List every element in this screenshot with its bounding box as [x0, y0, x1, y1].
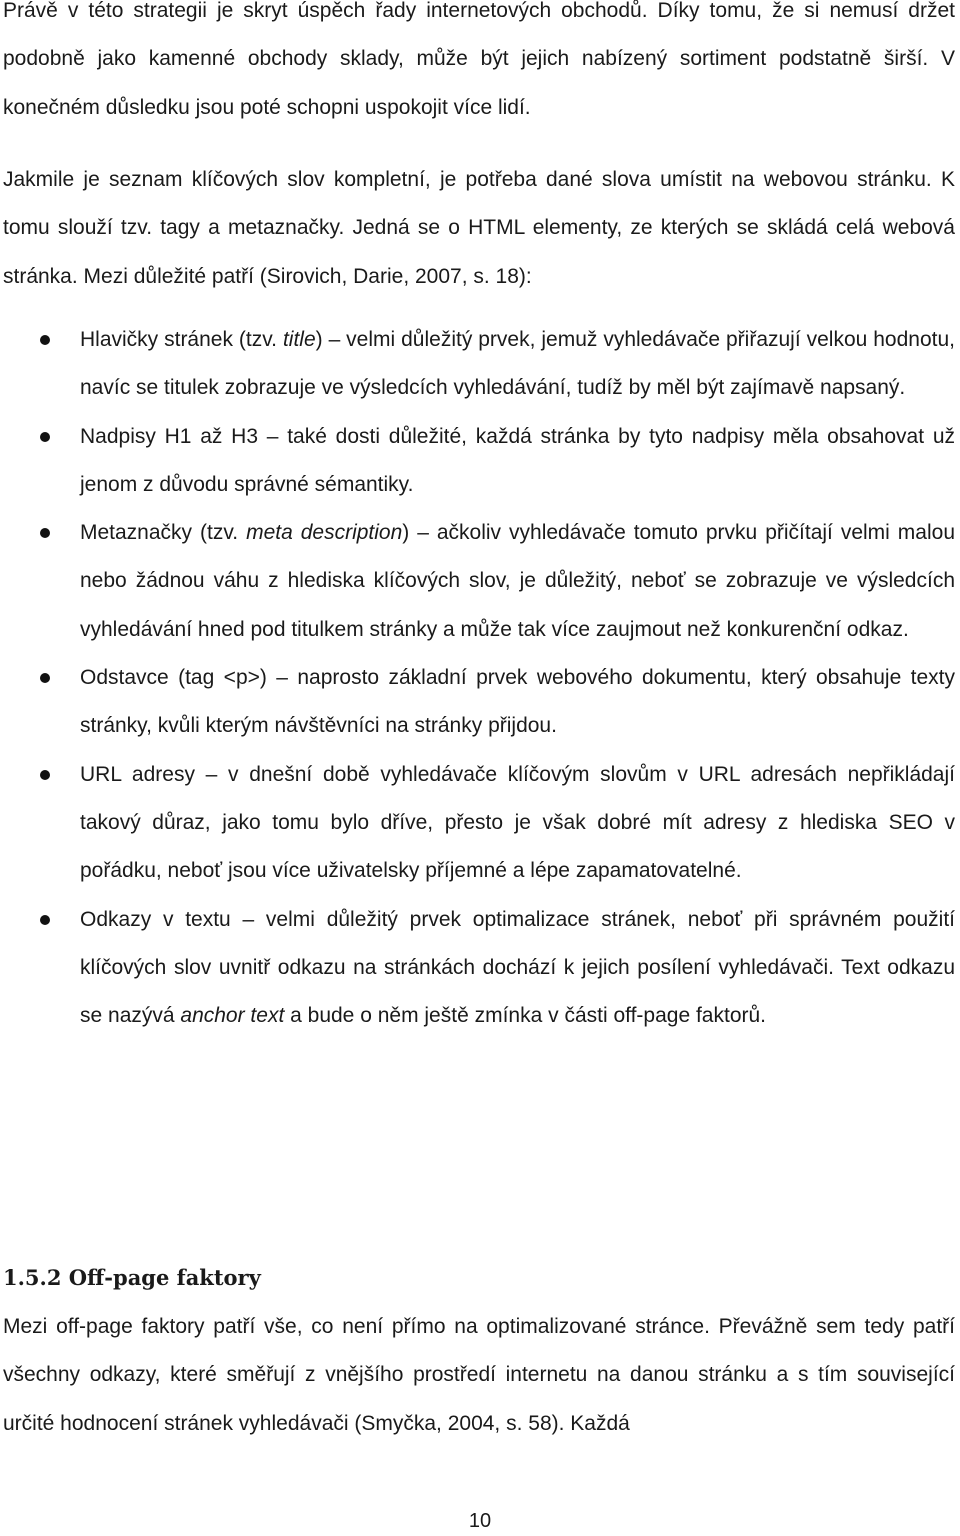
keywords-paragraph: Jakmile je seznam klíčových slov kompletní, je potřeba dané slova umístit na webovou stránku. K tomu slouží tzv. tagy a metaznačky. Jedná se o HTML elementy, ze kterých se skládá celá webová stránka. Mezi důležité patří (Sirovich, Darie, 2007, s. 18):	[3, 168, 955, 288]
bullet-list	[0, 316, 955, 1040]
bullet-icon	[40, 673, 50, 683]
list-item: URL adresy – v dnešní době vyhledávače klíčovým slovům v URL adresách nepřikládají takový důraz, jako tomu bylo dříve, přesto je však dobré mít adresy z hlediska SEO v pořádku, neboť jsou více uživatelsky příjemné a lépe zapamatovatelné.	[0, 751, 955, 896]
list-item: Metaznačky (tzv. meta description) – ačkoliv vyhledávače tomuto prvku přičítají velmi malou nebo žádnou váhu z hlediska klíčových slov, je důležitý, neboť se zobrazuje ve výsledcích vyhledávání hned pod titulkem stránky a může tak více zaujmout než konkurenční odkaz.	[0, 509, 955, 654]
section-heading: 1.5.2 Off-page faktory	[3, 1265, 261, 1290]
bullet-icon	[40, 915, 50, 925]
bullet-icon	[40, 432, 50, 442]
list-item: Hlavičky stránek (tzv. title) – velmi důležitý prvek, jemuž vyhledávače přiřazují velkou hodnotu, navíc se titulek zobrazuje ve výsledcích vyhledávání, tudíž by měl být zajímavě napsaný.	[0, 316, 955, 413]
bullet-icon	[40, 770, 50, 780]
offpage-paragraph: Mezi off-page faktory patří vše, co není přímo na optimalizované stránce. Převážně sem tedy patří všechny odkazy, které směřují z vnějšího prostředí internetu na danou stránku a s tím související určité hodnocení stránek vyhledávači (Smyčka, 2004, s. 58). Každá	[3, 1315, 955, 1435]
list-item: Odstavce (tag <p>) – naprosto základní prvek webového dokumentu, který obsahuje texty stránky, kvůli kterým návštěvníci na stránky přijdou.	[0, 654, 955, 751]
page-number: 10	[468, 1510, 492, 1532]
intro-paragraph: Právě v této strategii je skryt úspěch řady internetových obchodů. Díky tomu, že si nemusí držet podobně jako kamenné obchody sklady, může být jejich nabízený sortiment podstatně širší. V konečném důsledku jsou poté schopni uspokojit více lidí.	[3, 0, 955, 119]
bullet-icon	[40, 528, 50, 538]
bullet-icon	[40, 335, 50, 345]
list-item: Odkazy v textu – velmi důležitý prvek optimalizace stránek, neboť při správném použití klíčových slov uvnitř odkazu na stránkách dochází k jejich posílení vyhledávači. Text odkazu se nazývá anchor text a bude o něm ještě zmínka v části off-page faktorů.	[0, 896, 955, 1041]
list-item: Nadpisy H1 až H3 – také dosti důležité, každá stránka by tyto nadpisy měla obsahovat už jenom z důvodu správné sémantiky.	[0, 413, 955, 510]
